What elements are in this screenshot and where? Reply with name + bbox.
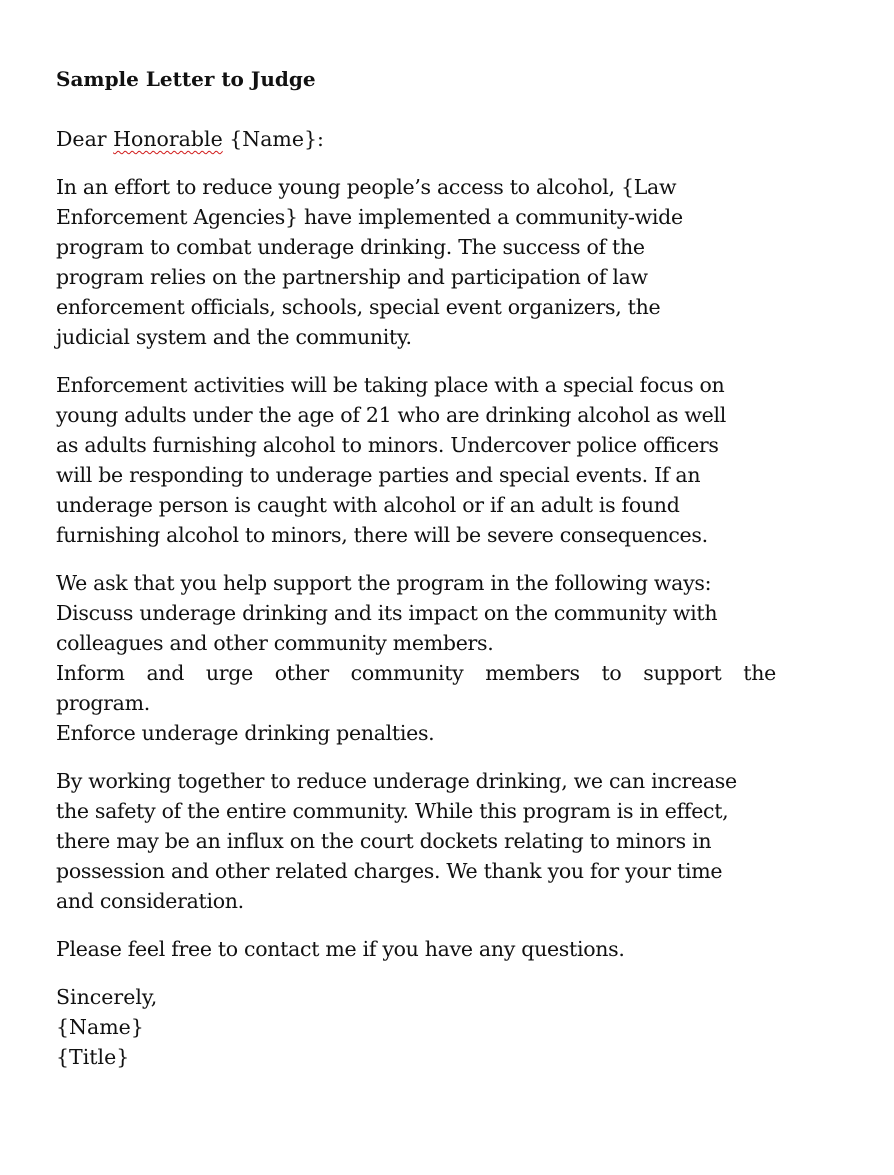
paragraph-line: the safety of the entire community. While this program is in effect,: [56, 799, 729, 823]
justified-word: the: [743, 661, 776, 685]
valediction: Sincerely,: [56, 985, 158, 1009]
justified-word: to: [601, 661, 622, 685]
paragraph-line: underage person is caught with alcohol or if an adult is found: [56, 493, 680, 517]
list-item-line-justified: [56, 658, 776, 688]
signer-title: {Title}: [56, 1045, 130, 1069]
list-item-line: Enforce underage drinking penalties.: [56, 721, 435, 745]
paragraph-line: program to combat underage drinking. The success of the: [56, 235, 645, 259]
list-item-line: Discuss underage drinking and its impact on the community with: [56, 601, 718, 625]
paragraph-line: and consideration.: [56, 889, 244, 913]
paragraph-support-ways: [56, 568, 776, 748]
justified-word: community: [350, 661, 464, 685]
paragraph-line: young adults under the age of 21 who are drinking alcohol as well: [56, 403, 727, 427]
closing-block: [56, 982, 776, 1072]
list-item-line: program.: [56, 691, 150, 715]
justified-word: members: [485, 661, 580, 685]
paragraph-program-intro: [56, 172, 776, 352]
paragraph-line: there may be an influx on the court dockets relating to minors in: [56, 829, 712, 853]
paragraph-contact: [56, 934, 776, 964]
paragraph-working-together: [56, 766, 776, 916]
paragraph-line: possession and other related charges. We thank you for your time: [56, 859, 723, 883]
paragraph-line: enforcement officials, schools, special event organizers, the: [56, 295, 661, 319]
paragraph-line: Please feel free to contact me if you have any questions.: [56, 937, 625, 961]
paragraph-enforcement: [56, 370, 776, 550]
salutation-honorific: Honorable: [113, 127, 223, 151]
paragraph-line: will be responding to underage parties and special events. If an: [56, 463, 701, 487]
justified-word: support: [643, 661, 722, 685]
salutation-suffix: {Name}:: [222, 127, 324, 151]
support-item-discuss: [56, 598, 776, 658]
signer-name: {Name}: [56, 1015, 144, 1039]
paragraph-line: as adults furnishing alcohol to minors. Undercover police officers: [56, 433, 719, 457]
paragraph-line: In an effort to reduce young people’s access to alcohol, {Law: [56, 175, 677, 199]
support-item-enforce: [56, 718, 776, 748]
paragraph-line: furnishing alcohol to minors, there will be severe consequences.: [56, 523, 708, 547]
support-item-inform: [56, 658, 776, 718]
paragraph-line: program relies on the partnership and participation of law: [56, 265, 648, 289]
justified-word: other: [274, 661, 329, 685]
paragraph-line: By working together to reduce underage drinking, we can increase: [56, 769, 737, 793]
letter-title: Sample Letter to Judge: [56, 67, 316, 91]
list-item-line: colleagues and other community members.: [56, 631, 494, 655]
letter-page: [56, 64, 776, 1072]
paragraph-line: Enforcement activities will be taking place with a special focus on: [56, 373, 725, 397]
salutation-prefix: Dear: [56, 127, 114, 151]
paragraph-line: Enforcement Agencies} have implemented a community-wide: [56, 205, 683, 229]
justified-word: and: [146, 661, 185, 685]
justified-word: urge: [205, 661, 253, 685]
paragraph-line: judicial system and the community.: [56, 325, 412, 349]
salutation: [56, 124, 776, 154]
justified-word: Inform: [56, 661, 125, 685]
support-intro: We ask that you help support the program in the following ways:: [56, 571, 712, 595]
